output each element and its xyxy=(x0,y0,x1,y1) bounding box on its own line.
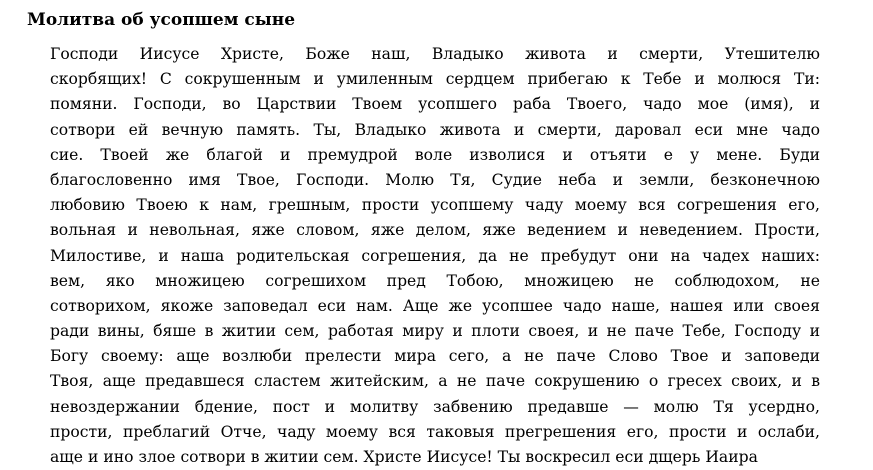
text-line: сотвори ей вечную память. Ты, Владыко живота и смерти, даровал еси мне чадо xyxy=(50,120,820,139)
prayer-text xyxy=(50,42,820,470)
text-line: Твоя, аще предавшеся сластем житейским, а не паче сокрушению о гресех своих, и в xyxy=(50,372,820,391)
text-line: вем, яко множицею согрешихом пред Тобою, множицею не соблюдохом, не xyxy=(50,271,820,290)
text-line: невоздержании бдение, пост и молитву забвению предавше — молю Тя усердно, xyxy=(50,397,820,416)
page-title: Молитва об усопшем сыне xyxy=(27,10,296,30)
text-line: помяни. Господи, во Царствии Твоем усопшего раба Твоего, чадо мое (имя), и xyxy=(50,95,820,114)
text-line: сотворихом, якоже заповедал еси нам. Аще же усопшее чадо наше, нашея или своея xyxy=(50,296,820,315)
text-line: аще и ино злое сотвори в житии сем. Христе Иисусе! Ты воскресил еси дщерь Иаира xyxy=(50,448,758,466)
text-line: Милостиве, и наша родительская согрешения, да не пребудут они на чадех наших: xyxy=(50,246,820,265)
text-line: Богу своему: аще возлюби прелести мира сего, а не паче Слово Твое и заповеди xyxy=(50,347,820,366)
text-line: сие. Твоей же благой и премудрой воле изволися и отъяти е у мене. Буди xyxy=(50,145,820,164)
text-line: ради вины, бяше в житии сем, работая миру и плоти своея, и не паче Тебе, Господу и xyxy=(50,322,820,341)
text-line: любовию Твоею к нам, грешным, прости усопшему чаду моему вся согрешения его, xyxy=(50,196,820,215)
text-line: вольная и невольная, яже словом, яже делом, яже ведением и неведением. Прости, xyxy=(50,221,820,240)
text-line: скорбящих! С сокрушенным и умиленным сердцем прибегаю к Тебе и молюся Ти: xyxy=(50,70,820,89)
text-line: благословенно имя Твое, Господи. Молю Тя, Судие неба и земли, безконечною xyxy=(50,170,820,189)
text-line: прости, преблагий Отче, чаду моему вся таковыя прегрешения его, прости и ослаби, xyxy=(50,422,820,441)
text-line: Господи Иисусе Христе, Боже наш, Владыко живота и смерти, Утешителю xyxy=(50,45,820,63)
